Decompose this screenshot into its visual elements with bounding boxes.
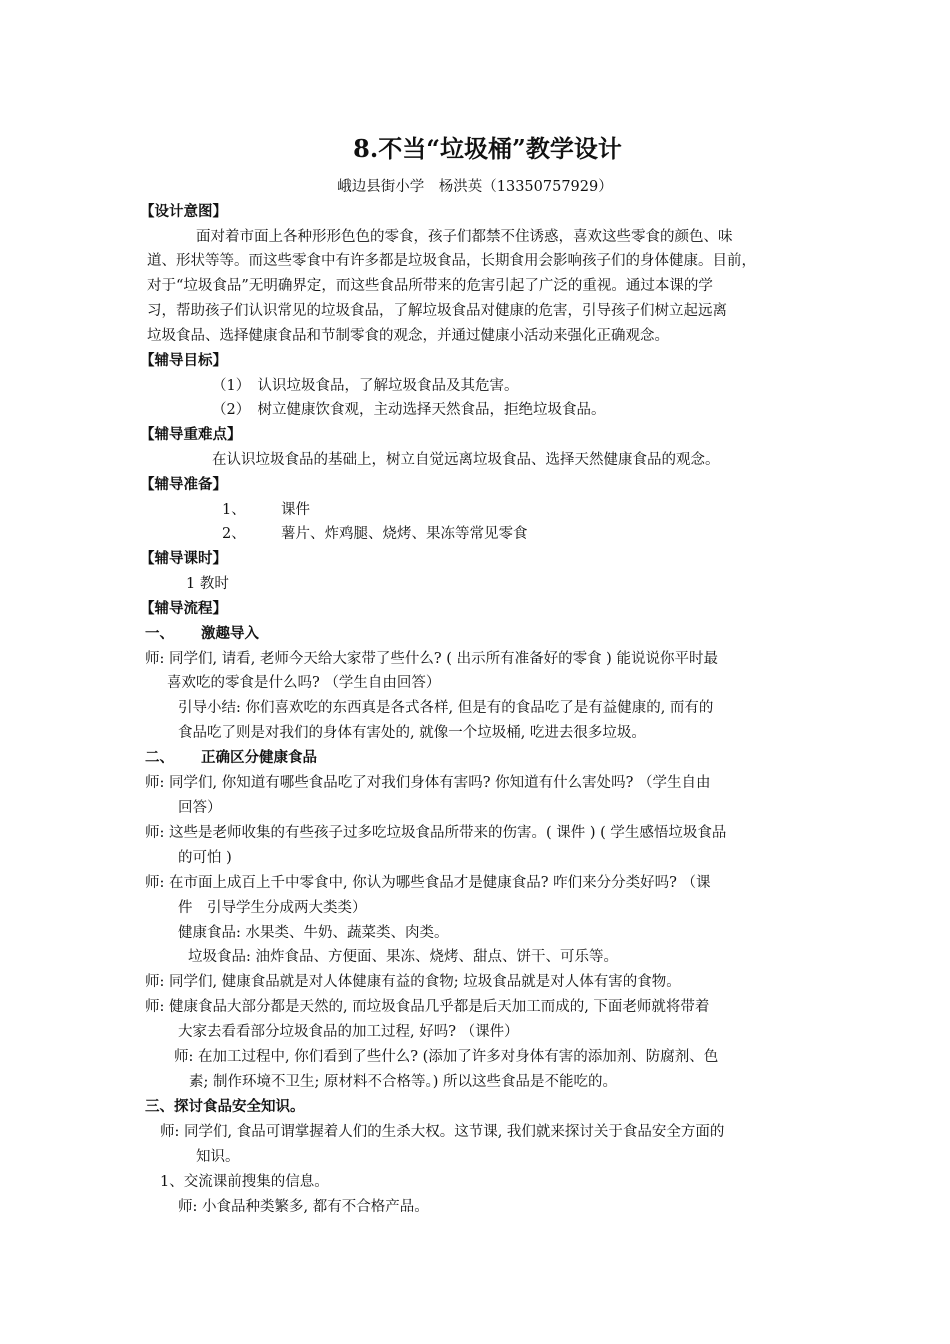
design-intent-line: 道、形状等等。而这些零食中有许多都是垃圾食品，长期食用会影响孩子们的身体健康。目前，	[147, 253, 756, 269]
part1-line: 师: 同学们, 请看, 老师今天给大家带了些什么? ( 出示所有准备好的零食 ) 能说说你平时最	[145, 651, 718, 667]
part2-line: 素; 制作环境不卫生; 原材料不合格等。) 所以这些食品是不能吃的。	[189, 1074, 618, 1090]
part2-line: 师: 健康食品大部分都是天然的, 而垃圾食品几乎都是后天加工而成的, 下面老师就将带着	[145, 999, 710, 1015]
part3-title: 三、探讨食品安全知识。	[145, 1098, 305, 1115]
duration-text: 1 教时	[186, 576, 229, 592]
part3-line: 知识。	[196, 1149, 240, 1165]
part2-line: 健康食品: 水果类、牛奶、蔬菜类、肉类。	[178, 925, 449, 941]
part2-line: 师: 在加工过程中, 你们看到了些什么? (添加了许多对身体有害的添加剂、防腐剂、色	[174, 1049, 719, 1065]
design-intent-line: 习，帮助孩子们认识常见的垃圾食品，了解垃圾食品对健康的危害，引导孩子们树立起远离	[147, 303, 727, 319]
goal-item: （1） 认识垃圾食品，了解垃圾食品及其危害。	[212, 378, 519, 394]
part2-line: 师: 在市面上成百上千中零食中, 你认为哪些食品才是健康食品? 咋们来分分类好吗? （课	[145, 875, 711, 891]
design-intent-line: 垃圾食品、选择健康食品和节制零食的观念，并通过健康小活动来强化正确观念。	[147, 328, 669, 344]
part2-line: 的可怕 )	[178, 850, 232, 866]
part2-num: 二、	[145, 749, 174, 766]
part2-title: 正确区分健康食品	[201, 749, 317, 766]
part1-line: 引导小结: 你们喜欢吃的东西真是各式各样, 但是有的食品吃了是有益健康的, 而有的	[178, 700, 714, 716]
heading-preparation: 【辅导准备】	[140, 476, 227, 493]
part3-line: 1、交流课前搜集的信息。	[160, 1174, 329, 1190]
part2-line: 师: 同学们, 你知道有哪些食品吃了对我们身体有害吗? 你知道有什么害处吗? （学生自由	[145, 775, 711, 791]
preparation-num: 2、	[222, 526, 246, 542]
heading-goals: 【辅导目标】	[140, 352, 227, 369]
goal-item: （2） 树立健康饮食观，主动选择天然食品，拒绝垃圾食品。	[212, 402, 606, 418]
part2-line: 师: 同学们, 健康食品就是对人体健康有益的食物; 垃圾食品就是对人体有害的食物。	[145, 974, 681, 990]
key-points-text: 在认识垃圾食品的基础上，树立自觉远离垃圾食品、选择天然健康食品的观念。	[212, 452, 720, 468]
preparation-text: 薯片、炸鸡腿、烧烤、果冻等常见零食	[281, 526, 528, 542]
part3-line: 师: 小食品种类繁多, 都有不合格产品。	[178, 1199, 429, 1215]
design-intent-line: 对于“垃圾食品”无明确界定，而这些食品所带来的危害引起了广泛的重视。通过本课的学	[147, 278, 713, 294]
preparation-num: 1、	[222, 502, 246, 518]
part1-num: 一、	[145, 625, 174, 642]
heading-duration: 【辅导课时】	[140, 550, 227, 567]
part3-line: 师: 同学们, 食品可谓掌握着人们的生杀大权。这节课, 我们就来探讨关于食品安全方面的	[160, 1124, 725, 1140]
part1-title: 激趣导入	[201, 625, 259, 642]
part2-line: 件 引导学生分成两大类类）	[178, 900, 367, 916]
part2-line: 师: 这些是老师收集的有些孩子过多吃垃圾食品所带来的伤害。( 课件 ) ( 学生感悟垃圾食品	[145, 825, 727, 841]
part2-line: 垃圾食品: 油炸食品、方便面、果冻、烧烤、甜点、饼干、可乐等。	[188, 949, 618, 965]
heading-design-intent: 【设计意图】	[140, 203, 227, 220]
part1-line: 食品吃了则是对我们的身体有害处的, 就像一个垃圾桶, 吃进去很多垃圾。	[178, 725, 646, 741]
part2-line: 回答）	[178, 800, 222, 816]
part2-line: 大家去看看部分垃圾食品的加工过程, 好吗? （课件）	[178, 1024, 519, 1040]
heading-process: 【辅导流程】	[140, 600, 227, 617]
preparation-text: 课件	[281, 502, 310, 518]
heading-key-points: 【辅导重难点】	[140, 426, 242, 443]
part1-line: 喜欢吃的零食是什么吗? （学生自由回答）	[167, 675, 441, 691]
document-title: 8.不当“垃圾桶”教学设计	[353, 134, 622, 163]
design-intent-line: 面对着市面上各种形形色色的零食，孩子们都禁不住诱惑，喜欢这些零食的颜色、味	[196, 229, 733, 245]
author-line: 峨边县街小学 杨洪英（13350757929）	[337, 179, 613, 195]
